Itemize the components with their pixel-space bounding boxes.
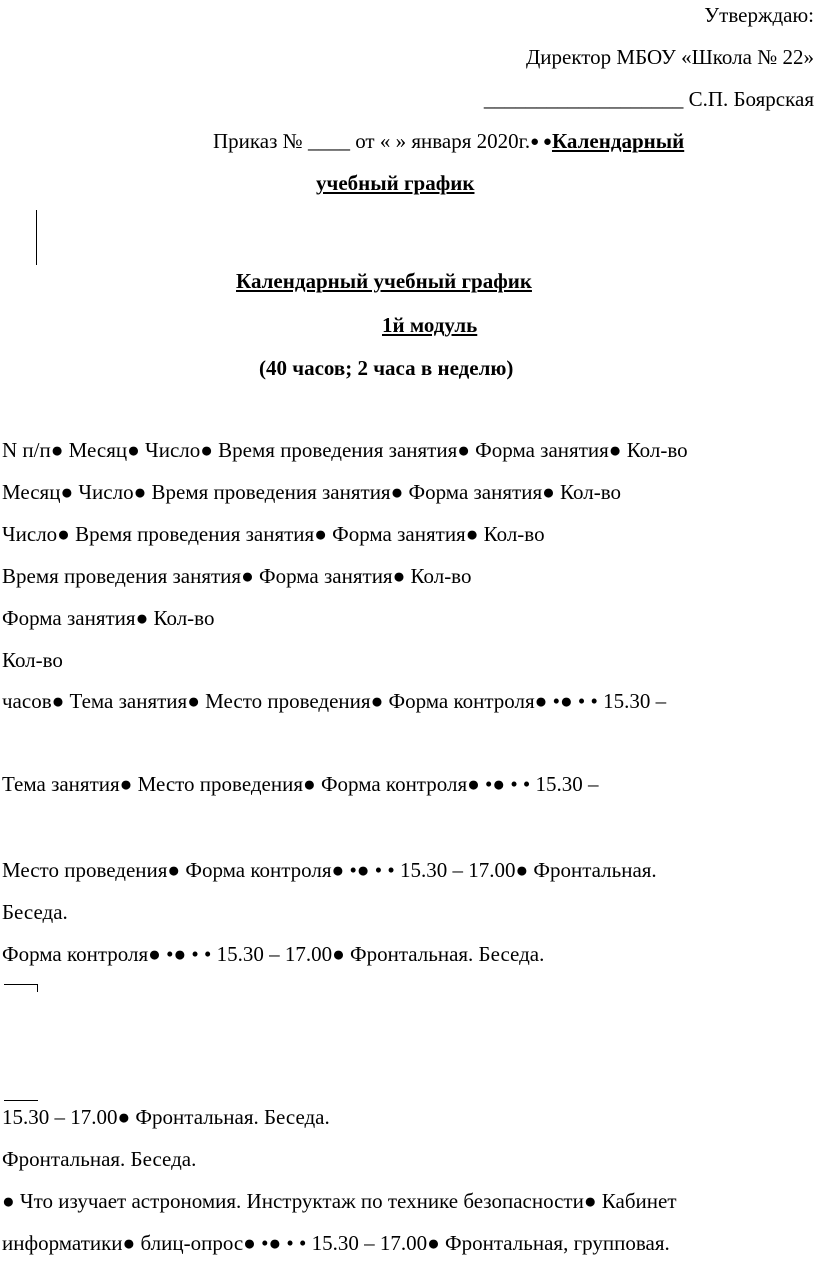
bracket-rule-bottom — [4, 1100, 38, 1101]
main-heading: Календарный учебный график — [236, 269, 532, 293]
module-heading: 1й модуль — [382, 313, 478, 337]
bracket-rule-top — [4, 984, 38, 985]
order-bullets: ● ● — [530, 134, 552, 150]
order-prefix: Приказ № ____ от « » января 2020г. — [213, 129, 531, 153]
signer-name: С.П. Боярская — [683, 87, 814, 111]
body-line: N п/п● Месяц● Число● Время проведения занятия● Форма занятия● Кол-во — [2, 438, 688, 462]
signature-line: ___________________ — [483, 87, 684, 111]
order-heading-part2: учебный график — [316, 171, 475, 195]
bracket-rule-tick — [37, 984, 38, 992]
body-line: Форма контроля● •● • • 15.30 – 17.00● Фронтальная. Беседа. — [2, 942, 545, 966]
body-line: Время проведения занятия● Форма занятия● Кол-во — [2, 564, 472, 588]
body-line: 15.30 – 17.00● Фронтальная. Беседа. — [2, 1105, 330, 1129]
approval-signature-row — [484, 86, 814, 112]
approval-director: Директор МБОУ «Школа № 22» — [525, 45, 814, 69]
approval-title: Утверждаю: — [704, 3, 814, 27]
body-line: Тема занятия● Место проведения● Форма контроля● •● • • 15.30 – — [2, 772, 599, 796]
order-heading-part1: Календарный — [551, 129, 685, 153]
body-line: Место проведения● Форма контроля● •● • • 15.30 – 17.00● Фронтальная. — [2, 858, 657, 882]
body-line: Фронтальная. Беседа. — [2, 1147, 197, 1171]
vertical-rule — [36, 210, 37, 265]
body-line: Форма занятия● Кол-во — [2, 606, 215, 630]
body-line: ● Что изучает астрономия. Инструктаж по технике безопасности● Кабинет — [2, 1189, 677, 1213]
hours-heading: (40 часов; 2 часа в неделю) — [259, 356, 514, 380]
body-line: Месяц● Число● Время проведения занятия● Форма занятия● Кол-во — [2, 480, 621, 504]
body-line: Кол-во — [2, 648, 63, 672]
body-line: информатики● блиц-опрос● •● • • 15.30 – 17.00● Фронтальная, групповая. — [2, 1231, 670, 1255]
body-line: Беседа. — [2, 900, 68, 924]
body-line: часов● Тема занятия● Место проведения● Форма контроля● •● • • 15.30 – — [2, 689, 667, 713]
order-line — [213, 128, 684, 155]
body-line: Число● Время проведения занятия● Форма занятия● Кол-во — [2, 522, 545, 546]
